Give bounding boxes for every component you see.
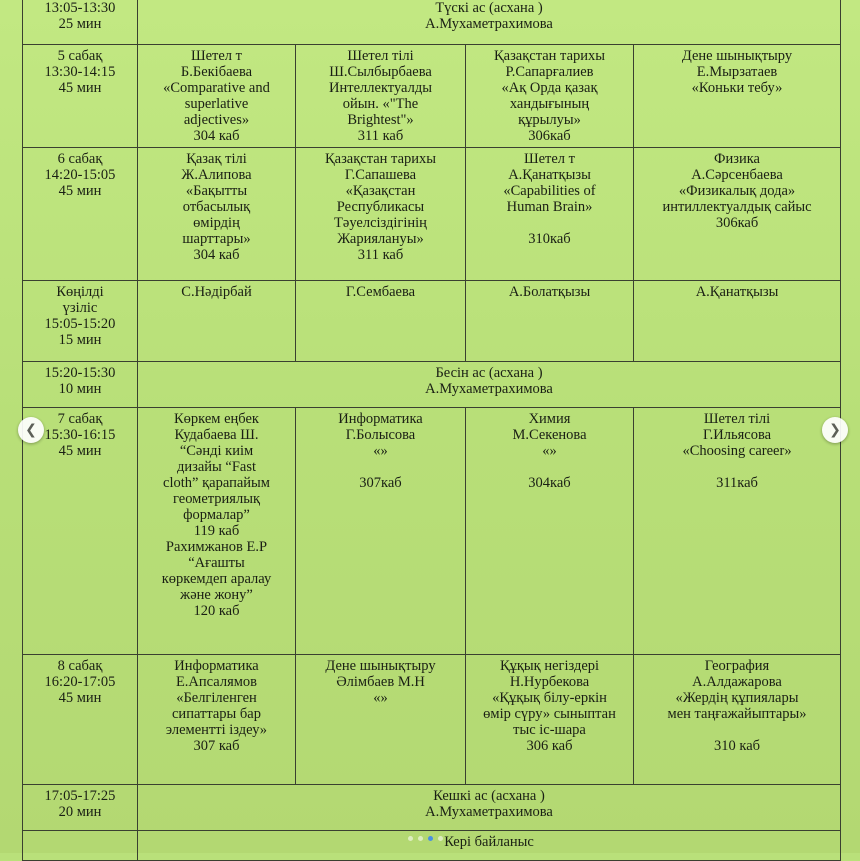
teacher: Рахимжанов Е.Р: [165, 539, 268, 555]
topic: «»: [542, 443, 557, 459]
afternoon-person: А.Мухаметрахимова: [425, 381, 553, 397]
teacher: Е.Мырзатаев: [696, 64, 778, 80]
teacher: Р.Сапарғалиев: [505, 64, 594, 80]
topic: «Белгіленген: [176, 690, 257, 706]
chevron-right-icon[interactable]: ❯: [822, 417, 848, 443]
carousel-dot-active[interactable]: [428, 836, 433, 841]
topic: «Коньки тебу»: [691, 80, 783, 96]
spacer: [638, 722, 836, 738]
subject: Дене шынықтыру: [325, 658, 436, 674]
lunch-duration: 25 мин: [58, 16, 102, 32]
topic: геометриялық: [173, 491, 260, 507]
topic: Республикасы: [336, 199, 425, 215]
row-lesson-8: [23, 655, 841, 785]
carousel-dot[interactable]: [438, 836, 443, 841]
topic: өмір сүру» сыныптан: [483, 706, 616, 722]
lesson-5-col-3: [466, 45, 634, 148]
topic: Жариялануы»: [337, 231, 424, 247]
row-lesson-7: [23, 408, 841, 655]
lesson-label: 6 сабақ: [57, 151, 103, 167]
topic: ойын. «"The: [342, 96, 419, 112]
topic: Brightest"»: [347, 112, 414, 128]
room: 304 каб: [193, 247, 240, 263]
break-time-cell: [23, 281, 138, 362]
subject: Көркем еңбек: [174, 411, 259, 427]
topic: тыс іс-шара: [513, 722, 586, 738]
teacher: Н.Нурбекова: [509, 674, 590, 690]
lesson-8-col-4: [634, 655, 841, 785]
teacher: Г.Сапашева: [344, 167, 417, 183]
lesson-5-time-cell: [23, 45, 138, 148]
break-label: үзіліс: [62, 300, 98, 316]
lesson-duration: 45 мин: [58, 80, 102, 96]
dinner-duration: 20 мин: [58, 804, 102, 820]
room: 310каб: [528, 231, 571, 247]
lesson-time: 16:20-17:05: [44, 674, 116, 690]
topic: Human Brain»: [506, 199, 593, 215]
lesson-7-col-2: [296, 408, 466, 655]
dinner-time: 17:05-17:25: [44, 788, 116, 804]
topic: мен таңғажайыптары»: [667, 706, 807, 722]
break-col-4: [634, 281, 841, 362]
lesson-label: 7 сабақ: [57, 411, 103, 427]
room: 304 каб: [193, 128, 240, 144]
room: 306 каб: [526, 738, 573, 754]
topic: Интеллектуалды: [329, 80, 432, 96]
subject: Информатика: [174, 658, 259, 674]
topic: өмірдің: [193, 215, 240, 231]
teacher: Әлімбаев М.Н: [336, 674, 425, 690]
lunch-person: А.Мухаметрахимова: [425, 16, 553, 32]
afternoon-cell: [138, 362, 841, 408]
lesson-7-col-4: [634, 408, 841, 655]
teacher: Б.Бекібаева: [180, 64, 253, 80]
lunch-title: Түскі ас (асхана ): [435, 0, 543, 16]
lesson-time: 15:30-16:15: [44, 427, 116, 443]
lesson-6-col-3: [466, 148, 634, 281]
feedback-time-cell: [23, 831, 138, 861]
topic: superlative: [184, 96, 249, 112]
topic: шарттары»: [182, 231, 251, 247]
lesson-5-col-2: [296, 45, 466, 148]
topic: «Capabilities of: [503, 183, 596, 199]
row-break: [23, 281, 841, 362]
lesson-6-col-2: [296, 148, 466, 281]
break-col-2: [296, 281, 466, 362]
lesson-8-col-2: [296, 655, 466, 785]
teacher: Кудабаева Ш.: [174, 427, 259, 443]
topic: «Бақытты: [185, 183, 248, 199]
topic: құрылуы»: [518, 112, 581, 128]
teacher: Г.Болысова: [345, 427, 416, 443]
topic: дизайы “Fast: [176, 459, 257, 475]
lesson-6-col-1: [138, 148, 296, 281]
lesson-7-col-3: [466, 408, 634, 655]
lunch-cell: [138, 0, 841, 45]
room: 304каб: [528, 475, 571, 491]
teacher: А.Қанатқызы: [508, 167, 591, 183]
lesson-5-col-1: [138, 45, 296, 148]
subject: Шетел тілі: [703, 411, 771, 427]
teacher: А.Алдажарова: [692, 674, 782, 690]
feedback-title: Кері байланыс: [444, 834, 534, 850]
spacer: [470, 215, 629, 231]
room: 311 каб: [357, 128, 404, 144]
lesson-8-col-1: [138, 655, 296, 785]
topic: cloth” қарапайым: [163, 475, 270, 491]
topic: «»: [373, 690, 388, 706]
room: 310 каб: [714, 738, 761, 754]
room: 307каб: [359, 475, 402, 491]
subject: Физика: [714, 151, 760, 167]
lesson-7-col-1: [138, 408, 296, 655]
break-col-3: [466, 281, 634, 362]
break-label: Көңілді: [56, 284, 104, 300]
topic: “Сәнді киім: [179, 443, 254, 459]
lesson-time: 13:30-14:15: [44, 64, 116, 80]
lesson-duration: 45 мин: [58, 443, 102, 459]
subject: Шетел т: [190, 48, 243, 64]
topic: «Comparative and: [163, 80, 270, 96]
subject: Шетел т: [523, 151, 576, 167]
topic: Тәуелсіздігінің: [334, 215, 427, 231]
teacher: А.Қанатқызы: [695, 284, 779, 300]
topic: adjectives»: [183, 112, 250, 128]
row-lunch: [23, 0, 841, 45]
topic: элементті іздеу»: [165, 722, 268, 738]
carousel-dot[interactable]: [408, 836, 413, 841]
spacer: [638, 459, 836, 475]
topic: «Құқық білу-еркін: [492, 690, 607, 706]
teacher: С.Нәдірбай: [181, 284, 252, 300]
row-lesson-5: [23, 45, 841, 148]
subject: География: [704, 658, 770, 674]
teacher: М.Секенова: [512, 427, 587, 443]
row-lesson-6: [23, 148, 841, 281]
topic: формалар”: [183, 507, 250, 523]
topic: “Ағашты: [188, 555, 245, 571]
teacher: Ш.Сылбырбаева: [329, 64, 432, 80]
teacher: Г.Сембаева: [345, 284, 416, 300]
lunch-time: 13:05-13:30: [44, 0, 116, 16]
subject: Құқық негіздері: [499, 658, 600, 674]
subject: Қазақстан тарихы: [493, 48, 606, 64]
chevron-left-icon[interactable]: ❮: [18, 417, 44, 443]
subject: Шетел тілі: [347, 48, 414, 64]
lesson-7-time-cell: [23, 408, 138, 655]
subject: Информатика: [338, 411, 423, 427]
lesson-label: 5 сабақ: [57, 48, 103, 64]
feedback-cell: [138, 831, 841, 861]
lesson-time: 14:20-15:05: [44, 167, 116, 183]
spacer: [470, 459, 629, 475]
dinner-time-cell: [23, 785, 138, 831]
subject: Қазақ тілі: [186, 151, 247, 167]
room: 119 каб: [193, 523, 240, 539]
afternoon-duration: 10 мин: [58, 381, 102, 397]
room: 311каб: [716, 475, 758, 491]
afternoon-time: 15:20-15:30: [44, 365, 116, 381]
topic: «Ақ Орда қазақ: [501, 80, 598, 96]
break-col-1: [138, 281, 296, 362]
teacher: Г.Ильясова: [702, 427, 772, 443]
topic: интиллектуалдық сайыс: [662, 199, 812, 215]
room: 120 каб: [193, 603, 240, 619]
lesson-8-col-3: [466, 655, 634, 785]
lesson-6-time-cell: [23, 148, 138, 281]
topic: отбасылық: [182, 199, 251, 215]
break-time: 15:05-15:20: [44, 316, 116, 332]
room: 311 каб: [357, 247, 404, 263]
room: 306каб: [715, 215, 759, 231]
subject: Химия: [528, 411, 571, 427]
lunch-time-cell: [23, 0, 138, 45]
room: 306каб: [528, 128, 571, 144]
topic: және жону”: [180, 587, 253, 603]
topic: көркемдеп аралау: [161, 571, 272, 587]
topic: хандығының: [509, 96, 590, 112]
lesson-label: 8 сабақ: [57, 658, 103, 674]
lesson-duration: 45 мин: [58, 183, 102, 199]
row-dinner: [23, 785, 841, 831]
carousel-indicator: [408, 836, 443, 841]
teacher: Е.Апсалямов: [175, 674, 258, 690]
afternoon-title: Бесін ас (асхана ): [435, 365, 543, 381]
teacher: А.Сәрсенбаева: [691, 167, 783, 183]
row-feedback: [23, 831, 841, 861]
teacher: А.Болатқызы: [508, 284, 591, 300]
lesson-duration: 45 мин: [58, 690, 102, 706]
teacher: Ж.Алипова: [181, 167, 252, 183]
dinner-person: А.Мухаметрахимова: [425, 804, 553, 820]
topic: «Жердің құпиялары: [675, 690, 799, 706]
lesson-5-col-4: [634, 45, 841, 148]
schedule-table: [22, 0, 841, 861]
room: 307 каб: [193, 738, 240, 754]
subject: Қазақстан тарихы: [324, 151, 437, 167]
topic: «Қазақстан: [345, 183, 416, 199]
break-duration: 15 мин: [58, 332, 102, 348]
topic: «Физикалық дода»: [678, 183, 796, 199]
topic: сипаттары бар: [172, 706, 261, 722]
afternoon-time-cell: [23, 362, 138, 408]
subject: Дене шынықтыру: [681, 48, 793, 64]
spacer: [300, 459, 461, 475]
lesson-8-time-cell: [23, 655, 138, 785]
topic: «Choosing career»: [682, 443, 792, 459]
dinner-title: Кешкі ас (асхана ): [433, 788, 545, 804]
row-afternoon-snack: [23, 362, 841, 408]
carousel-dot[interactable]: [418, 836, 423, 841]
lesson-6-col-4: [634, 148, 841, 281]
dinner-cell: [138, 785, 841, 831]
topic: «»: [373, 443, 388, 459]
